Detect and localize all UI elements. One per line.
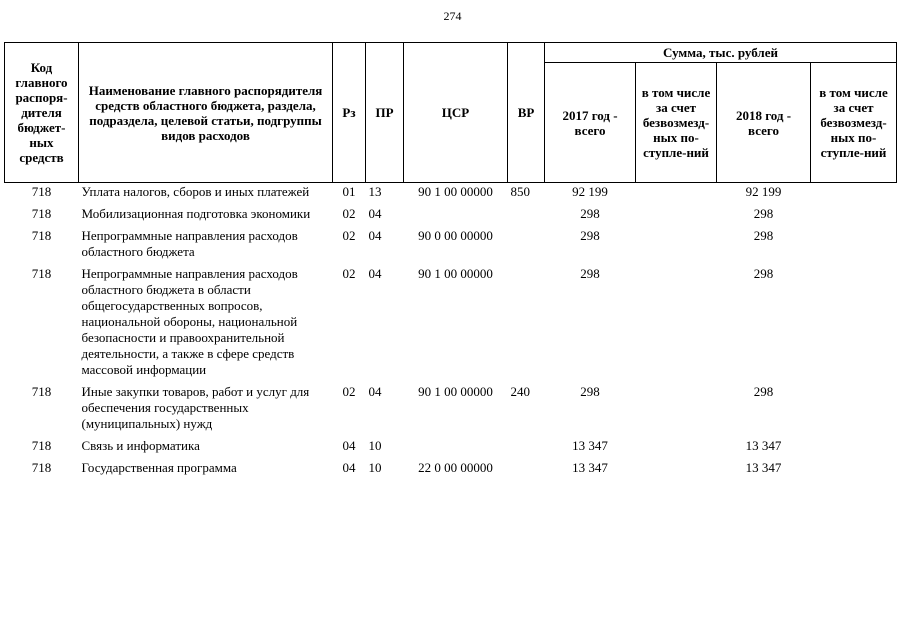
cell-vr: [508, 460, 545, 482]
header-pr: ПР: [366, 43, 404, 183]
cell-2018-total: 298: [753, 384, 774, 399]
cell-name: Государственная программа: [81, 460, 237, 475]
cell-csr: 90 1 00 00000: [418, 266, 493, 281]
header-2017-total: 2017 год - всего: [545, 63, 636, 183]
cell-pr: 10: [368, 438, 382, 453]
cell-2017-total: 298: [580, 384, 600, 399]
cell-rz: 02: [342, 228, 356, 243]
cell-2018-free: [811, 438, 897, 460]
table-row: [5, 228, 897, 266]
table-row: [5, 384, 897, 438]
cell-2017-free: [636, 384, 717, 438]
cell-rz: 02: [342, 206, 356, 221]
cell-csr: [404, 206, 508, 228]
cell-2018-total: 13 347: [745, 460, 782, 475]
table-row: [5, 460, 897, 482]
header-2017-free: в том числе за счет безвозмезд-ных по-ступле-ний: [636, 63, 717, 183]
cell-pr: 10: [368, 460, 382, 475]
cell-pr: 13: [368, 184, 382, 199]
cell-2018-free: [811, 384, 897, 438]
cell-2017-total: 298: [580, 266, 600, 281]
table-body: [5, 183, 897, 483]
cell-code: 718: [31, 266, 52, 281]
cell-vr: [508, 438, 545, 460]
cell-2018-total: 298: [753, 266, 774, 281]
cell-rz: 04: [342, 460, 356, 475]
header-vr: ВР: [508, 43, 545, 183]
cell-name: Уплата налогов, сборов и иных платежей: [81, 184, 310, 199]
header-name: Наименование главного распорядителя средств областного бюджета, раздела, подраздела, целевой статьи, подгруппы видов расходов: [79, 43, 333, 183]
cell-2018-free: [811, 206, 897, 228]
cell-code: 718: [31, 384, 52, 399]
cell-2018-free: [811, 266, 897, 384]
cell-code: 718: [31, 206, 52, 221]
cell-vr: 850: [510, 184, 530, 199]
cell-csr: 90 0 00 00000: [418, 228, 493, 243]
cell-2018-total: 298: [753, 228, 774, 243]
cell-vr: 240: [510, 384, 530, 399]
header-sum: Сумма, тыс. рублей: [545, 43, 897, 63]
cell-csr: [404, 438, 508, 460]
cell-rz: 02: [342, 384, 356, 399]
cell-name: Непрограммные направления расходов областного бюджета: [81, 228, 298, 259]
cell-vr: [508, 228, 545, 266]
cell-2018-free: [811, 183, 897, 207]
table-row: [5, 438, 897, 460]
cell-2017-total: 298: [580, 228, 600, 243]
table-row: [5, 183, 897, 207]
cell-2017-free: [636, 206, 717, 228]
cell-2017-total: 13 347: [572, 438, 608, 453]
cell-2017-free: [636, 266, 717, 384]
header-2018-total: 2018 год - всего: [717, 63, 811, 183]
header-csr: ЦСР: [404, 43, 508, 183]
cell-2018-free: [811, 460, 897, 482]
cell-rz: 02: [342, 266, 356, 281]
cell-2018-free: [811, 228, 897, 266]
cell-2017-total: 13 347: [572, 460, 608, 475]
cell-code: 718: [31, 460, 52, 475]
cell-csr: 90 1 00 00000: [418, 384, 493, 399]
cell-2017-free: [636, 183, 717, 207]
cell-rz: 04: [342, 438, 356, 453]
budget-table: [4, 42, 897, 482]
table-row: [5, 206, 897, 228]
cell-name: Связь и информатика: [81, 438, 200, 453]
header-code: Код главного распоря-дителя бюджет-ных средств: [5, 43, 79, 183]
cell-csr: 22 0 00 00000: [418, 460, 493, 475]
cell-code: 718: [31, 228, 52, 243]
cell-code: 718: [31, 184, 52, 199]
cell-2018-total: 298: [753, 206, 774, 221]
cell-pr: 04: [368, 266, 382, 281]
cell-name: Иные закупки товаров, работ и услуг для обеспечения государственных (муниципальных) нужд: [81, 384, 310, 431]
cell-vr: [508, 266, 545, 384]
cell-rz: 01: [342, 184, 356, 199]
cell-2017-free: [636, 460, 717, 482]
cell-2018-total: 13 347: [745, 438, 782, 453]
cell-2017-free: [636, 438, 717, 460]
cell-2017-total: 298: [580, 206, 600, 221]
cell-name: Непрограммные направления расходов областного бюджета в области общегосударственных вопросов, национальной обороны, национальной безопасности и правоохранительной деятельности, а также в сфере средств массовой информации: [81, 266, 298, 377]
cell-csr: 90 1 00 00000: [418, 184, 493, 199]
cell-code: 718: [31, 438, 52, 453]
header-rz: Рз: [333, 43, 366, 183]
cell-2017-total: 92 199: [572, 184, 608, 199]
page-number: 274: [443, 9, 462, 23]
cell-2017-free: [636, 228, 717, 266]
cell-name: Мобилизационная подготовка экономики: [81, 206, 311, 221]
cell-2018-total: 92 199: [745, 184, 782, 199]
cell-pr: 04: [368, 206, 382, 221]
header-2018-free: в том числе за счет безвозмезд-ных по-ступле-ний: [811, 63, 897, 183]
table-header: [5, 43, 897, 183]
table-row: [5, 266, 897, 384]
cell-pr: 04: [368, 228, 382, 243]
cell-pr: 04: [368, 384, 382, 399]
cell-vr: [508, 206, 545, 228]
